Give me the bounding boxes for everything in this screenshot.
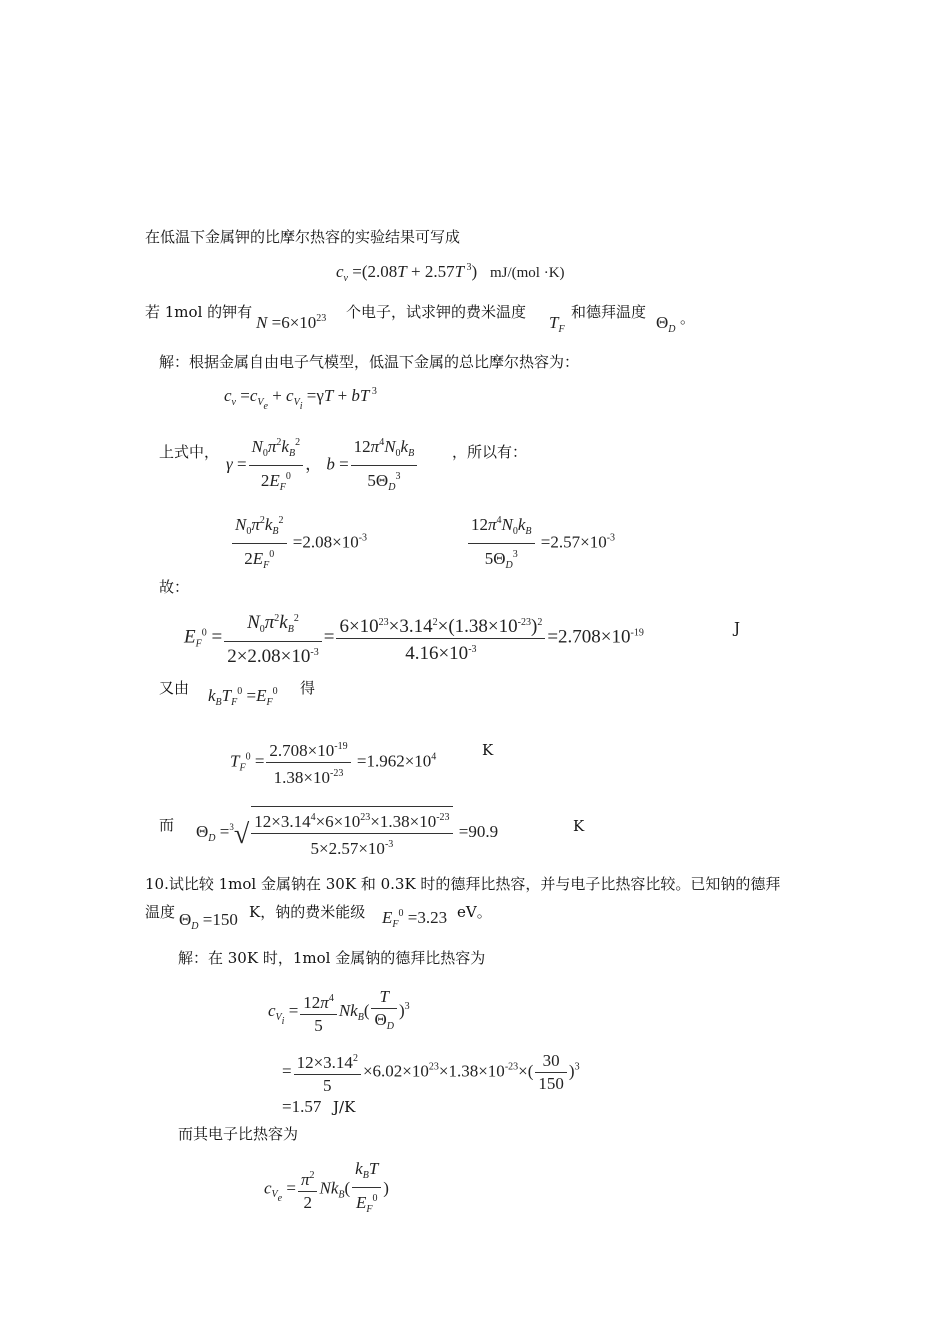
and-label: 而 <box>159 816 175 834</box>
problem-10-line2-b: K，钠的费米能级 <box>249 903 366 921</box>
problem-statement-c: 和德拜温度 <box>571 303 647 321</box>
solution-10-intro: 解：在 30K 时，1mol 金属钠的德拜比热容为 <box>178 949 486 967</box>
equation-gamma-value: $\frac{N_0\pi^2k_B^2}{2E_F^0}$ $=2.08\times 10^{-3}$ <box>230 510 367 577</box>
unit-kelvin-2: K <box>573 817 585 835</box>
equation-N: $N =6\times 10^{23}$ <box>256 313 327 332</box>
obtain-label: 得 <box>300 679 316 697</box>
equation-debye-result: =1.57 <box>282 1097 322 1116</box>
unit-JK: J/K <box>333 1098 356 1116</box>
where-label: 上式中， <box>159 443 220 461</box>
problem-10-line2-a: 温度 <box>145 903 176 921</box>
equation-cv-total: $c_v =c_{V_e} + c_{V_i} =\gamma T$ + bT $^3$ <box>224 386 377 412</box>
therefore-label: 故： <box>159 578 190 596</box>
equation-electron-cv: $c_{V_e}$ = $\frac{\pi^2}{2}$ $Nk_B$( $\frac{k_BT}{E_F^0}$ ) <box>264 1159 389 1215</box>
problem-10-line1: 10.试比较 1mol 金属钠在 30K 和 0.3K 时的德拜比热容，并与电子比热容比较。已知钠的德拜 <box>145 875 781 893</box>
electron-heat-label: 而其电子比热容为 <box>178 1125 299 1143</box>
where-suffix: ，所以有： <box>452 443 528 461</box>
unit-kelvin-1: K <box>482 741 494 759</box>
equation-theta-na: $\Theta_D =150$ <box>179 910 238 932</box>
equation-thetaD: $\Theta_D =^3√$ $\frac{12\times 3.14^4\times 6\times 10^{23}\times 1.38\times 10^{-23}}{5\times 2.57\times 10^{-3}}$ =90.9 <box>196 806 498 860</box>
symbol-thetaD: $\Theta_D$ <box>656 313 676 335</box>
problem-statement-a: 若 1mol 的钾有 <box>145 303 253 321</box>
problem-statement-b: 个电子，试求钾的费米温度 <box>346 303 527 321</box>
equation-b-value: $\frac{12\pi^4N_0k_B}{5\Theta_D^3}$ $=2.57\times 10^{-3}$ <box>466 510 615 577</box>
solution-intro: 解：根据金属自由电子气模型，低温下金属的总比摩尔热容为： <box>159 353 580 371</box>
equation-EF-na: $E_F^0 =3.23$ <box>382 908 448 930</box>
problem-intro: 在低温下金属钾的比摩尔热容的实验结果可写成 <box>145 228 461 246</box>
problem-statement-end: 。 <box>680 309 696 327</box>
equation-debye-numeric: = $\frac{12\times 3.14^2}{5}$ $\times 6.02\times 10^{23}\times 1.38\times 10^{-23}\times$( $\frac{30}{150}$ )$^3$ <box>282 1048 580 1097</box>
equation-TF: $T_F^0$ = $\frac{2.708\times 10^{-19}}{1.38\times 10^{-23}}$ $=1.962\times 10^4$ <box>230 736 436 789</box>
equation-kT-EF: $k_BT_F^0 =E_F^0$ <box>208 686 278 708</box>
equation-cv-experimental: $c_v =(2.08T + 2.57T$ $^3$) mJ/(mol ·K) <box>336 262 565 284</box>
problem-10-line2-c: eV。 <box>457 903 492 921</box>
equation-gamma-b-def: γ = $\frac{N_0\pi^2k_B^2}{2E_F^0}$ ， b = $\frac{12\pi^4N_0k_B}{5\Theta_D^3}$ <box>226 432 419 499</box>
equation-EF: $E_F^0$ = $\frac{N_0\pi^2k_B^2}{2\times 2.08\times 10^{-3}}$ = $\frac{6\times 10^{23}\times 3.14^2\times(1.38\times 10^{-23})^2}{4.16\times 10^{-3}}$ $=2.708\times 10^{-19}$ <box>184 608 644 668</box>
unit-joule: J <box>734 619 741 637</box>
also-from-label: 又由 <box>159 679 190 697</box>
equation-debye-cv: $c_{V_i}$ = $\frac{12\pi^4}{5}$ $Nk_B$( $\frac{T}{\Theta_D}$ )$^3$ <box>268 987 410 1035</box>
symbol-TF: $T_F$ <box>549 313 565 335</box>
